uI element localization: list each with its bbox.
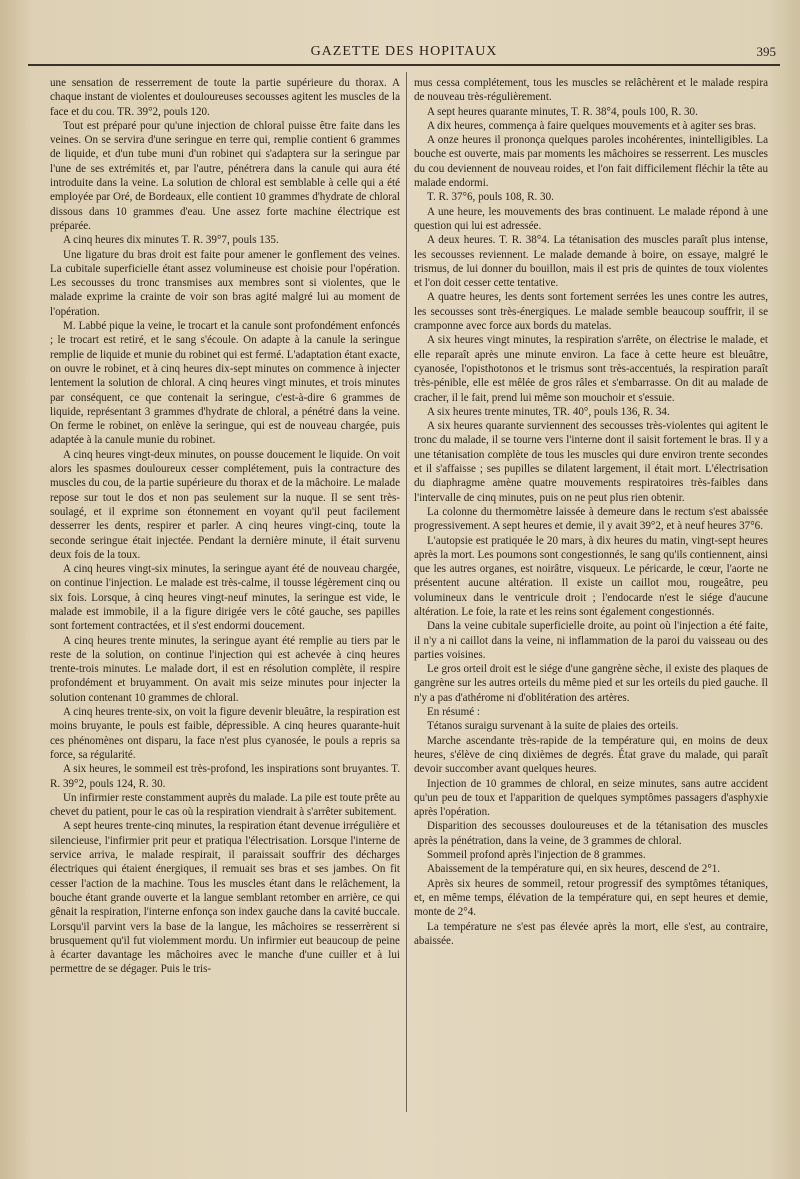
- journal-title: GAZETTE DES HOPITAUX: [310, 44, 498, 59]
- summary-item: La température ne s'est pas élevée après la mort, elle s'est, au contraire, abaissée.: [414, 920, 768, 947]
- paragraph: Dans la veine cubitale superficielle droite, au point où l'injection a été faite, il n'y a ni caillot dans la veine, ni inflammation de la paroi du vaisseau ou des parties voisines.: [414, 620, 768, 661]
- summary-item: Marche ascendante très-rapide de la température qui, en moins de deux heures, s'élève de cinq dixièmes de degrés. État grave du malade, qui paraît devoir succomber avant quelques heures.: [414, 734, 768, 776]
- left-column: [50, 76, 400, 977]
- paragraph: A six heures trente minutes, TR. 40°, pouls 136, R. 34.: [427, 405, 670, 418]
- paragraph: Un infirmier reste constamment auprès du malade. La pile est toute prête au chevet du patient, pour le cas où la respiration viendrait à s'arrêter subitement.: [50, 791, 400, 819]
- paragraph: A six heures vingt minutes, la respiration s'arrête, on électrise le malade, et elle reparaît après une minute environ. La face à cette heure est bleuâtre, cyanosée, l'opisthotonos et le trismus sont très-accentués, la respiration paraît très-pénible, elle est mêlée de gros râles et s'embarrasse. On dit au malade de cracher, il le fait, prend lui même son mouchoir et s'essuie.: [414, 334, 768, 404]
- paragraph: A six heures, le sommeil est très-profond, les inspirations sont bruyantes. T. R. 39°2, pouls 124, R. 30.: [50, 763, 400, 790]
- paragraph: mus cessa complétement, tous les muscles se relâchèrent et le malade respira de nouveau très-régulièrement.: [414, 77, 768, 104]
- paragraph: Le gros orteil droit est le siége d'une gangrène sèche, il existe des plaques de gangrène sur les autres orteils du même pied et sur les orteils du pied gauche. Il n'y a pas d'athérome ni d'oblitération des artères.: [414, 663, 768, 704]
- paragraph: A cinq heures dix minutes T. R. 39°7, pouls 135.: [63, 234, 279, 247]
- paragraph: A cinq heures vingt-six minutes, la seringue ayant été de nouveau chargée, on continue l'injection. Le malade est très-calme, il tousse légèrement cinq ou six fois. Lorsque, à cinq heures vingt-neuf minutes, la seringue est vide, le malade est immobile, il a la figure dirigée vers le côté gauche, ses papilles sont fortement contractées, et il s'est endormi doucement.: [50, 563, 400, 633]
- paragraph: Une ligature du bras droit est faite pour amener le gonflement des veines. La cubitale superficielle étant assez volumineuse est choisie pour l'opération. Les secousses du tronc transmises aux membres sont si violentes, que le malade exprime la crainte de voir son bras agité malgré lui au moment de l'opération.: [50, 248, 400, 318]
- paragraph: M. Labbé pique la veine, le trocart et la canule sont profondément enfoncés ; le trocart est retiré, et le sang s'écoule. On adapte à la canule la seringue remplie de liquide et munie du robinet qui est fermé. L'adaptation étant exacte, on ouvre le robinet, et à cinq heures dix-sept minutes on commence à injecter lentement la solution de chloral. A cinq heures vingt minutes, et trois minutes par conséquent, ce que contenait la seringue, c'est-à-dire 6 grammes de liquide, représentant 3 grammes d'hydrate de chloral, a pénétré dans la veine. On ferme le robinet, on enlève la seringue, qui est de nouveau chargée, puis adaptée à la canule munie du robinet.: [50, 320, 400, 447]
- paragraph: A sept heures quarante minutes, T. R. 38°4, pouls 100, R. 30.: [427, 105, 698, 118]
- paragraph: A cinq heures vingt-deux minutes, on pousse doucement le liquide. On voit alors les spasmes douloureux cesser complétement, puis la contracture des muscles du cou, de la partie supérieure du thorax et de la mâchoire. Le malade repose sur tout le dos et non pas seulement sur la nuque. Il se sent très-soulagé, et il exprime son étonnement en voyant qu'il peut facilement desserrer les dents, respirer et parler. A cinq heures vingt-cinq, toute la seconde seringue était injectée. Pendant la dernière minute, il était survenu deux fois de la toux.: [50, 448, 400, 561]
- right-column: [414, 76, 768, 948]
- paragraph: A cinq heures trente-six, on voit la figure devenir bleuâtre, la respiration est moins bruyante, le pouls est faible, dépressible. A cinq heures quarante-huit ces phénomènes ont disparu, la face n'est plus cyanosée, le pouls a repris sa force, sa régularité.: [50, 706, 400, 761]
- paragraph: A cinq heures trente minutes, la seringue ayant été remplie au tiers par le reste de la solution, on continue l'injection qui est achevée à cinq heures trente-trois minutes. Le malade dort, il est en résolution complète, il respire profondément et bruyamment. On avait mis seize minutes pour injecter la solution contenant 10 grammes de chloral.: [50, 634, 400, 704]
- paragraph: A sept heures trente-cinq minutes, la respiration étant devenue irrégulière et silencieuse, l'infirmier prit peur et pratiqua l'électrisation. Lorsque l'interne de service arriva, le malade respirait, il paraissait souffrir des décharges électriques qui étaient énergiques, il remuait ses bras et ses jambes. On fit cesser l'action de la machine. Tous les muscles étant dans le relâchement, la bouche étant grande ouverte et la langue semblant retomber en arrière, ce qui gênait la respiration, l'interne enfonça son index gauche dans la cavité buccale. Lorsqu'il parvint vers la base de la langue, les mâchoires se resserrèrent si brusquement qu'il fut violemment mordu. Un infirmier eut beaucoup de peine à écarter davantage les mâchoires avec le manche d'une cuiller et à lui permettre de se dégager. Puis le tris-: [50, 820, 400, 976]
- summary-item: Tétanos suraigu survenant à la suite de plaies des orteils.: [427, 720, 679, 733]
- summary-item: Disparition des secousses douloureuses et de la tétanisation des muscles après la pénétration, dans la veine, de 3 grammes de chloral.: [414, 820, 768, 847]
- column-divider: [406, 72, 407, 1112]
- summary-item: Injection de 10 grammes de chloral, en seize minutes, sans autre accident qu'un peu de toux et l'apparition de quelques symptômes passagers d'asphyxie après l'opération.: [414, 777, 768, 819]
- paragraph: Tout est préparé pour qu'une injection de chloral puisse être faite dans les veines. On se servira d'une seringue en terre qui, remplie contient 6 grammes de liquide, et d'un tube muni d'un robinet qui s'adaptera sur la seringue par l'une de ses extrémités et, par l'autre, pénétrera dans la canule qui aura été introduite dans la veine. La solution de chloral est semblable à celle qui a été employée par Oré, de Bordeaux, elle contient 10 grammes d'hydrate de chloral dissous dans 10 grammes d'eau. Une assez forte machine électrique est préparée.: [50, 119, 400, 232]
- paragraph: A dix heures, commença à faire quelques mouvements et à agiter ses bras.: [427, 119, 756, 132]
- page-header: [28, 38, 780, 66]
- summary-item: Abaissement de la température qui, en six heures, descend de 2°1.: [427, 863, 721, 876]
- summary-heading: En résumé :: [427, 706, 480, 719]
- paragraph: A une heure, les mouvements des bras continuent. Le malade répond à une question qui lui est adressée.: [414, 205, 768, 232]
- paragraph: une sensation de resserrement de toute la partie supérieure du thorax. A chaque instant de violentes et douloureuses secousses agitent les muscles de la face et du cou. TR. 39°2, pouls 120.: [50, 77, 400, 118]
- paragraph: A onze heures il prononça quelques paroles incohérentes, inintelligibles. La bouche est ouverte, mais par moments les mâchoires se resserrent. Les muscles du cou deviennent de nouveau roides, et l'on fait difficilement fléchir la tête au malade endormi.: [414, 134, 768, 190]
- page-number: 395: [756, 44, 776, 59]
- paragraph: A quatre heures, les dents sont fortement serrées les unes contre les autres, les secousses sont très-énergiques. Le malade semble beaucoup souffrir, il se cramponne avec force aux bords du matelas.: [414, 291, 768, 333]
- paragraph: La colonne du thermomètre laissée à demeure dans le rectum s'est abaissée progressivement. A sept heures et demie, il y avait 39°2, et à neuf heures 37°6.: [414, 505, 768, 533]
- header-rule: [28, 64, 780, 66]
- summary-item: Après six heures de sommeil, retour progressif des symptômes tétaniques, et, en même temps, élévation de la température qui, en sept heures et demie, monte de 2°4.: [414, 877, 768, 919]
- paragraph: A six heures quarante surviennent des secousses très-violentes qui agitent le tronc du malade, il se tourne vers l'interne dont il saisit fortement le bras. Il y a une tétanisation complète de tous les muscles qui dure environ trente secondes et il s'affaisse ; ses pupilles se dilatent largement, il était mort. L'électrisation du diaphragme amène quatre mouvements respiratoires très-faibles dans l'intervalle de cinq minutes, puis on ne peut plus rien obtenir.: [414, 420, 768, 504]
- paragraph: L'autopsie est pratiquée le 20 mars, à dix heures du matin, vingt-sept heures après la mort. Les poumons sont congestionnés, le sang qu'ils contiennent, ainsi que les autres organes, est noirâtre, visqueux. Le péricarde, le cœur, l'aorte ne présentent aucune altération. Il existe un caillot mou, rougeâtre, peu volumineux dans le ventricule droit ; l'endocarde n'est le siége d'aucune altération. Le foie, la rate et les reins sont également congestionnés.: [414, 534, 768, 618]
- summary-item: Sommeil profond après l'injection de 8 grammes.: [427, 849, 646, 862]
- paragraph: A deux heures. T. R. 38°4. La tétanisation des muscles paraît plus intense, les secousses reviennent. Le malade demande à boire, on essaye, malgré le trismus, de lui donner du bouillon, mais il est pris de quintes de toux violentes et l'on doit cesser cette tentative.: [414, 234, 768, 290]
- paragraph: T. R. 37°6, pouls 108, R. 30.: [427, 191, 554, 204]
